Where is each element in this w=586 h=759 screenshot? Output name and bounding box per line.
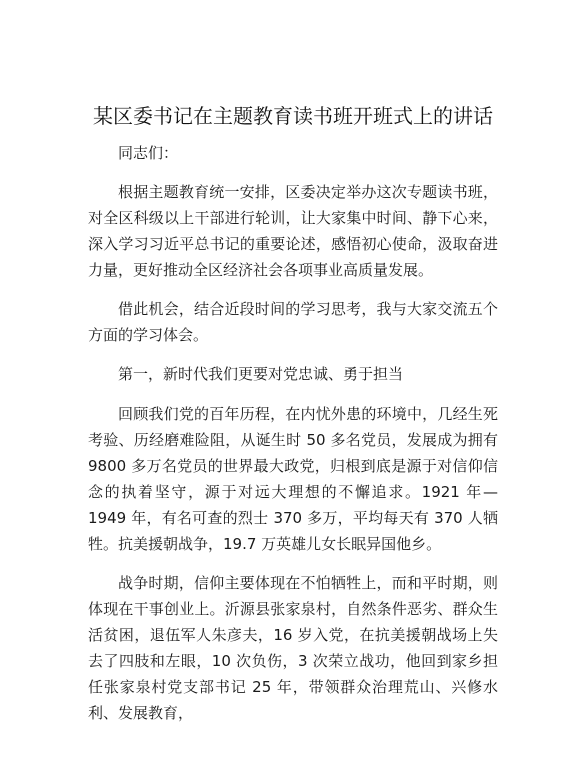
- section-heading: 第一，新时代我们更要对党忠诚、勇于担当: [118, 365, 404, 383]
- document-title: 某区委书记在主题教育读书班开班式上的讲话: [93, 104, 493, 128]
- greeting: 同志们：: [118, 144, 179, 162]
- body-paragraph: 回顾我们党的百年历程，在内忧外患的环境中，几经生死考验、历经磨难险阻，从诞生时 50 多名党员，发展成为拥有 9800 多万名党员的世界最大政党，归根到底是源于对信仰信念的执着坚守，源于对远大理想的不懈追求。1921 年—1949 年，有名可查的烈士 370 多万，平均每天有 370 人牺牲。抗美援朝战争，19.7 万英雄儿女长眠异国他乡。: [88, 405, 498, 553]
- document-body: [88, 140, 498, 739]
- body-paragraph: 战争时期，信仰主要体现在不怕牺牲上，而和平时期，则体现在干事创业上。沂源县张家泉村，自然条件恶劣、群众生活贫困，退伍军人朱彦夫，16 岁入党，在抗美援朝战场上失去了四肢和左眼，10 次负伤，3 次荣立战功，他回到家乡担任张家泉村党支部书记 25 年，带领群众治理荒山、兴修水利、发展教育，: [88, 574, 498, 722]
- body-paragraph: 根据主题教育统一安排，区委决定举办这次专题读书班，对全区科级以上干部进行轮训，让大家集中时间、静下心来，深入学习习近平总书记的重要论述，感悟初心使命，汲取奋进力量，更好推动全区经济社会各项事业高质量发展。: [88, 183, 498, 279]
- body-paragraph: 借此机会，结合近段时间的学习思考，我与大家交流五个方面的学习体会。: [88, 300, 498, 344]
